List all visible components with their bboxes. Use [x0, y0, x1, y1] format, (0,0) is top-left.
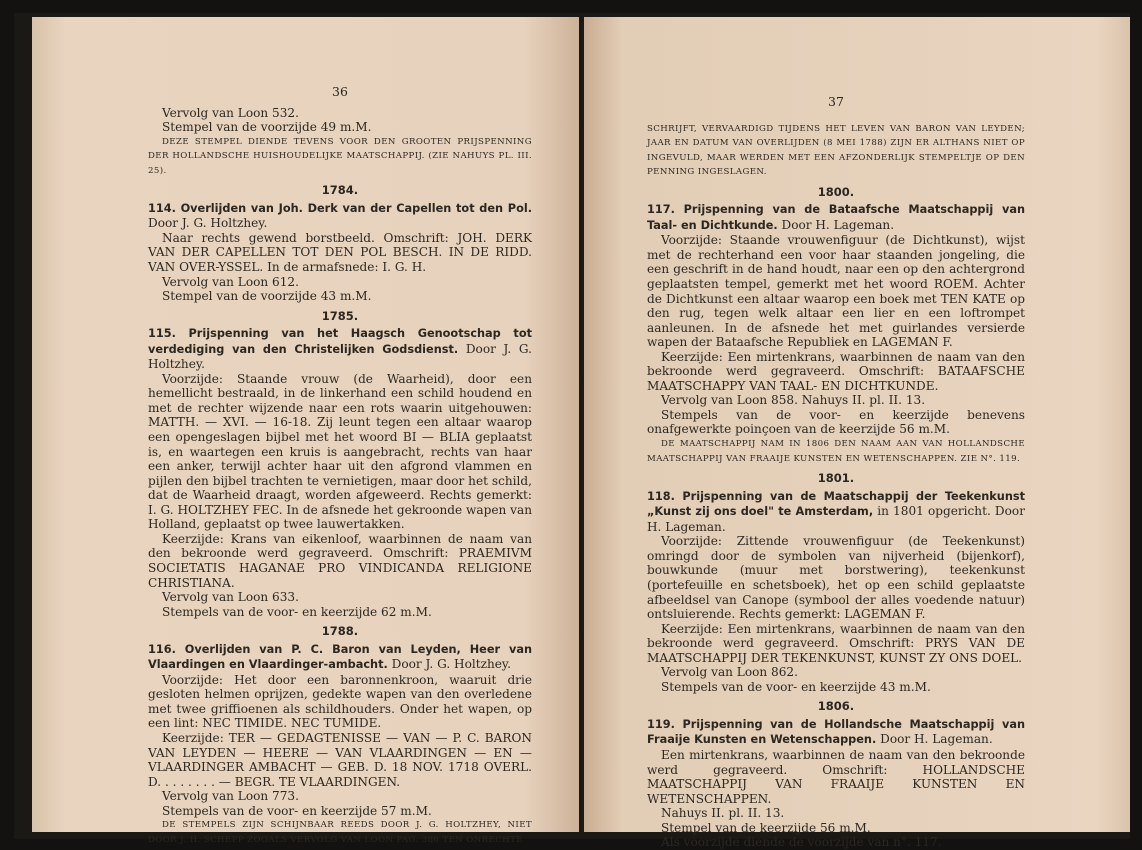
body-paragraph: Vervolg van Loon 862. — [661, 665, 798, 680]
left-page-text — [148, 85, 532, 847]
year-heading: 1800. — [817, 184, 855, 199]
body-paragraph: Stempel van de voorzijde 43 m.M. — [162, 289, 372, 304]
body-paragraph: Stempels van de voor- en keerzijde 62 m.M. — [162, 604, 432, 619]
body-paragraph: Naar rechts gewend borstbeeld. Omschrift: JOH. DERK VAN DER CAPELLEN TOT DEN POL BESCH. IN DE RIDD. VAN OVER-YSSEL. In de armafsnede: I. G. H. — [148, 230, 532, 275]
entry-author: Door H. Lageman. — [876, 732, 993, 747]
year-heading: 1806. — [817, 699, 855, 714]
entry-paragraph — [647, 202, 1025, 233]
year-heading: 1801. — [817, 471, 855, 486]
body-paragraph: Vervolg van Loon 532. — [162, 105, 299, 120]
entry-author: Door J. G. Holtzhey. — [148, 341, 532, 372]
body-paragraph: Vervolg van Loon 633. — [162, 590, 299, 605]
year-heading: 1785. — [321, 308, 359, 323]
note-paragraph: DE MAATSCHAPPIJ NAM IN 1806 DEN NAAM AAN VAN HOLLANDSCHE MAATSCHAPPIJ VAN FRAAIJE KUNSTEN EN WETENSCHAPPEN. ZIE N°. 119. — [647, 439, 1025, 464]
entry-title: 119. Prijspenning van de Hollandsche Maatschappij van Fraaije Kunsten en Wetenschappen. — [647, 717, 1025, 747]
body-paragraph: Stempels van de voor- en keerzijde 57 m.M. — [162, 803, 432, 818]
body-paragraph: Keerzijde: TER — GEDAGTENISSE — VAN — P. C. BARON VAN LEYDEN — HEERE — VAN VLAARDINGEN — EN — VLAARDINGER AMBACHT — GEB. D. 18 NOV. 1718 OVERL. D. . . . . . . . — BEGR. TE VLAARDINGEN. — [148, 730, 532, 789]
body-paragraph: Stempel van de voorzijde 49 m.M. — [162, 120, 372, 135]
body-paragraph: Keerzijde: Een mirtenkrans, waarbinnen de naam van den bekroonde werd gegraveerd. Omschrift: PRYS VAN DE MAATSCHAPPIJ DER TEKENKUNST, KUNST ZY ONS DOEL. — [647, 621, 1025, 665]
note-paragraph: DEZE STEMPEL DIENDE TEVENS VOOR DEN GROOTEN PRIJSPENNING DER HOLLANDSCHE HUISHOUDELIJKE MAATSCHAPPIJ. (ZIE NAHUYS PL. III. 25). — [148, 136, 532, 176]
entry-paragraph — [647, 717, 1025, 748]
page-number: 37 — [828, 94, 844, 109]
entry-title: 117. Prijspenning van de Bataafsche Maatschappij van Taal- en Dichtkunde. — [647, 203, 1025, 232]
entry-paragraph — [148, 326, 532, 372]
entry-paragraph — [148, 201, 532, 231]
body-paragraph: Vervolg van Loon 858. Nahuys II. pl. II. 13. — [661, 393, 926, 408]
body-paragraph: Stempels van de voor- en keerzijde benevens onafgewerkte poinçoen van de keerzijde 56 m.M. — [647, 407, 1025, 437]
note-paragraph: SCHRIJFT, VERVAARDIGD TIJDENS HET LEVEN VAN BARON VAN LEYDEN; JAAR EN DATUM VAN OVERLIJDEN (8 MEI 1788) ZIJN ER ALTHANS NIET OP INGEVULD, MAAR WERDEN MET EEN AFZONDERLIJK STEMPELTJE OP DEN PENNING INGESLAGEN. — [647, 123, 1025, 178]
entry-title: 114. Overlijden van Joh. Derk van der Capellen tot den Pol. — [148, 201, 532, 215]
entry-paragraph — [647, 489, 1025, 535]
left-text-blocks — [148, 106, 532, 848]
note-paragraph: DE STEMPELS ZIJN SCHIJNBAAR REEDS DOOR J. G. HOLTZHEY, NIET DOOR J. H. SCHEPP ZOOALS VERVOLG VAN LOON PAG. 386 TEN ONRECHTE — [148, 820, 532, 845]
entry-title: 115. Prijspenning van het Haagsch Genootschap tot verdediging van den Christelijken Godsdienst. — [148, 327, 532, 356]
right-text-blocks — [647, 122, 1025, 850]
body-paragraph: Een mirtenkrans, waarbinnen de naam van den bekroonde werd gegraveerd. Omschrift: HOLLANDSCHE MAATSCHAPPIJ VAN FRAAIJE KUNSTEN EN WETENSCHAPPEN. — [647, 747, 1025, 806]
body-paragraph: Voorzijde: Staande vrouw (de Waarheid), door een hemellicht bestraald, in de linkerhand een schild houdend en met de rechter wijzende naar een rots waarin uitgehouwen: MATTH. — XVI. — 16-18. Zij leunt tegen een altaar waarop een opengeslagen bijbel met het woord BI — BLIA geplaatst is, en waartegen een kruis is aangebracht, rechts van haar een anker, terwijl achter haar uit den afgrond vlammen en pijlen den bijbel trachten te vernietigen, maar door het schild, dat de Waarheid draagt, worden afgeweerd. Rechts gemerkt: I. G. HOLTZHEY FEC. In de afsnede het gekroonde wapen van Holland, geplaatst op twee lauwertakken. — [148, 371, 532, 532]
entry-author: Door H. Lageman. — [777, 217, 895, 232]
year-heading: 1788. — [321, 624, 359, 639]
body-paragraph: Vervolg van Loon 773. — [162, 789, 299, 804]
entry-author: in 1801 opgericht. Door H. Lageman. — [647, 504, 1025, 534]
right-page-text — [647, 95, 1025, 850]
book-spread — [14, 13, 1130, 850]
page-number: 36 — [332, 84, 348, 99]
body-paragraph: Stempel van de keerzijde 56 m.M. — [661, 820, 871, 835]
entry-title: 118. Prijspenning van de Maatschappij der Teekenkunst „Kunst zij ons doel" te Amsterdam, — [647, 489, 1025, 519]
entry-author: Door J. G. Holtzhey. — [387, 657, 511, 672]
entry-paragraph — [148, 642, 532, 673]
body-paragraph: Stempels van de voor- en keerzijde 43 m.M. — [661, 679, 931, 694]
body-paragraph: Vervolg van Loon 612. — [162, 274, 299, 289]
body-paragraph: Als voorzijde diende de voorzijde van n°. 117. — [661, 835, 942, 850]
entry-title: 116. Overlijden van P. C. Baron van Leyden, Heer van Vlaardingen en Vlaardinger-ambacht. — [148, 642, 532, 672]
body-paragraph: Voorzijde: Zittende vrouwenfiguur (de Teekenkunst) omringd door de symbolen van nijverheid (bijenkorf), bouwkunde (muur met borstwering), teekenkunst (portefeuille en schetsboek), het op een schild geplaatste afbeeldsel van Canope (symbool der alles voedende natuur) ontsluierende. Rechts gemerkt: LAGEMAN F. — [647, 534, 1025, 622]
year-heading: 1784. — [321, 183, 359, 198]
body-paragraph: Nahuys II. pl. II. 13. — [661, 806, 785, 821]
body-paragraph: Voorzijde: Het door een baronnenkroon, waaruit drie gesloten helmen oprijzen, gedekte wapen van den overledene met twee griffioenen als schildhouders. Onder het wapen, op een lint: NEC TIMIDE. NEC TUMIDE. — [148, 672, 532, 731]
body-paragraph: Keerzijde: Krans van eikenloof, waarbinnen de naam van den bekroonde werd gegraveerd. Omschrift: PRAEMIVM SOCIETATIS HAGANAE PRO VINDICANDA RELIGIONE CHRISTIANA. — [148, 531, 532, 590]
right-page — [584, 17, 1130, 850]
body-paragraph: Voorzijde: Staande vrouwenfiguur (de Dichtkunst), wijst met de rechterhand een voor haar staanden jongeling, die een geschrift in de hand houdt, naar een op den achtergrond geplaatsten tempel, gemerkt met het woord ROEM. Achter de Dichtkunst een altaar waarop een boek met TEN KATE op den rug, tegen welk altaar een lier en een loftrompet aanleunen. In de afsnede het met guirlandes versierde wapen der Bataafsche Republiek en LAGEMAN F. — [647, 233, 1025, 350]
entry-author: Door J. G. Holtzhey. — [148, 216, 268, 231]
body-paragraph: Keerzijde: Een mirtenkrans, waarbinnen de naam van den bekroonde werd gegraveerd. Omschrift: BATAAFSCHE MAATSCHAPPY VAN TAAL- EN DICHTKUNDE. — [647, 349, 1025, 393]
left-page — [32, 17, 579, 845]
